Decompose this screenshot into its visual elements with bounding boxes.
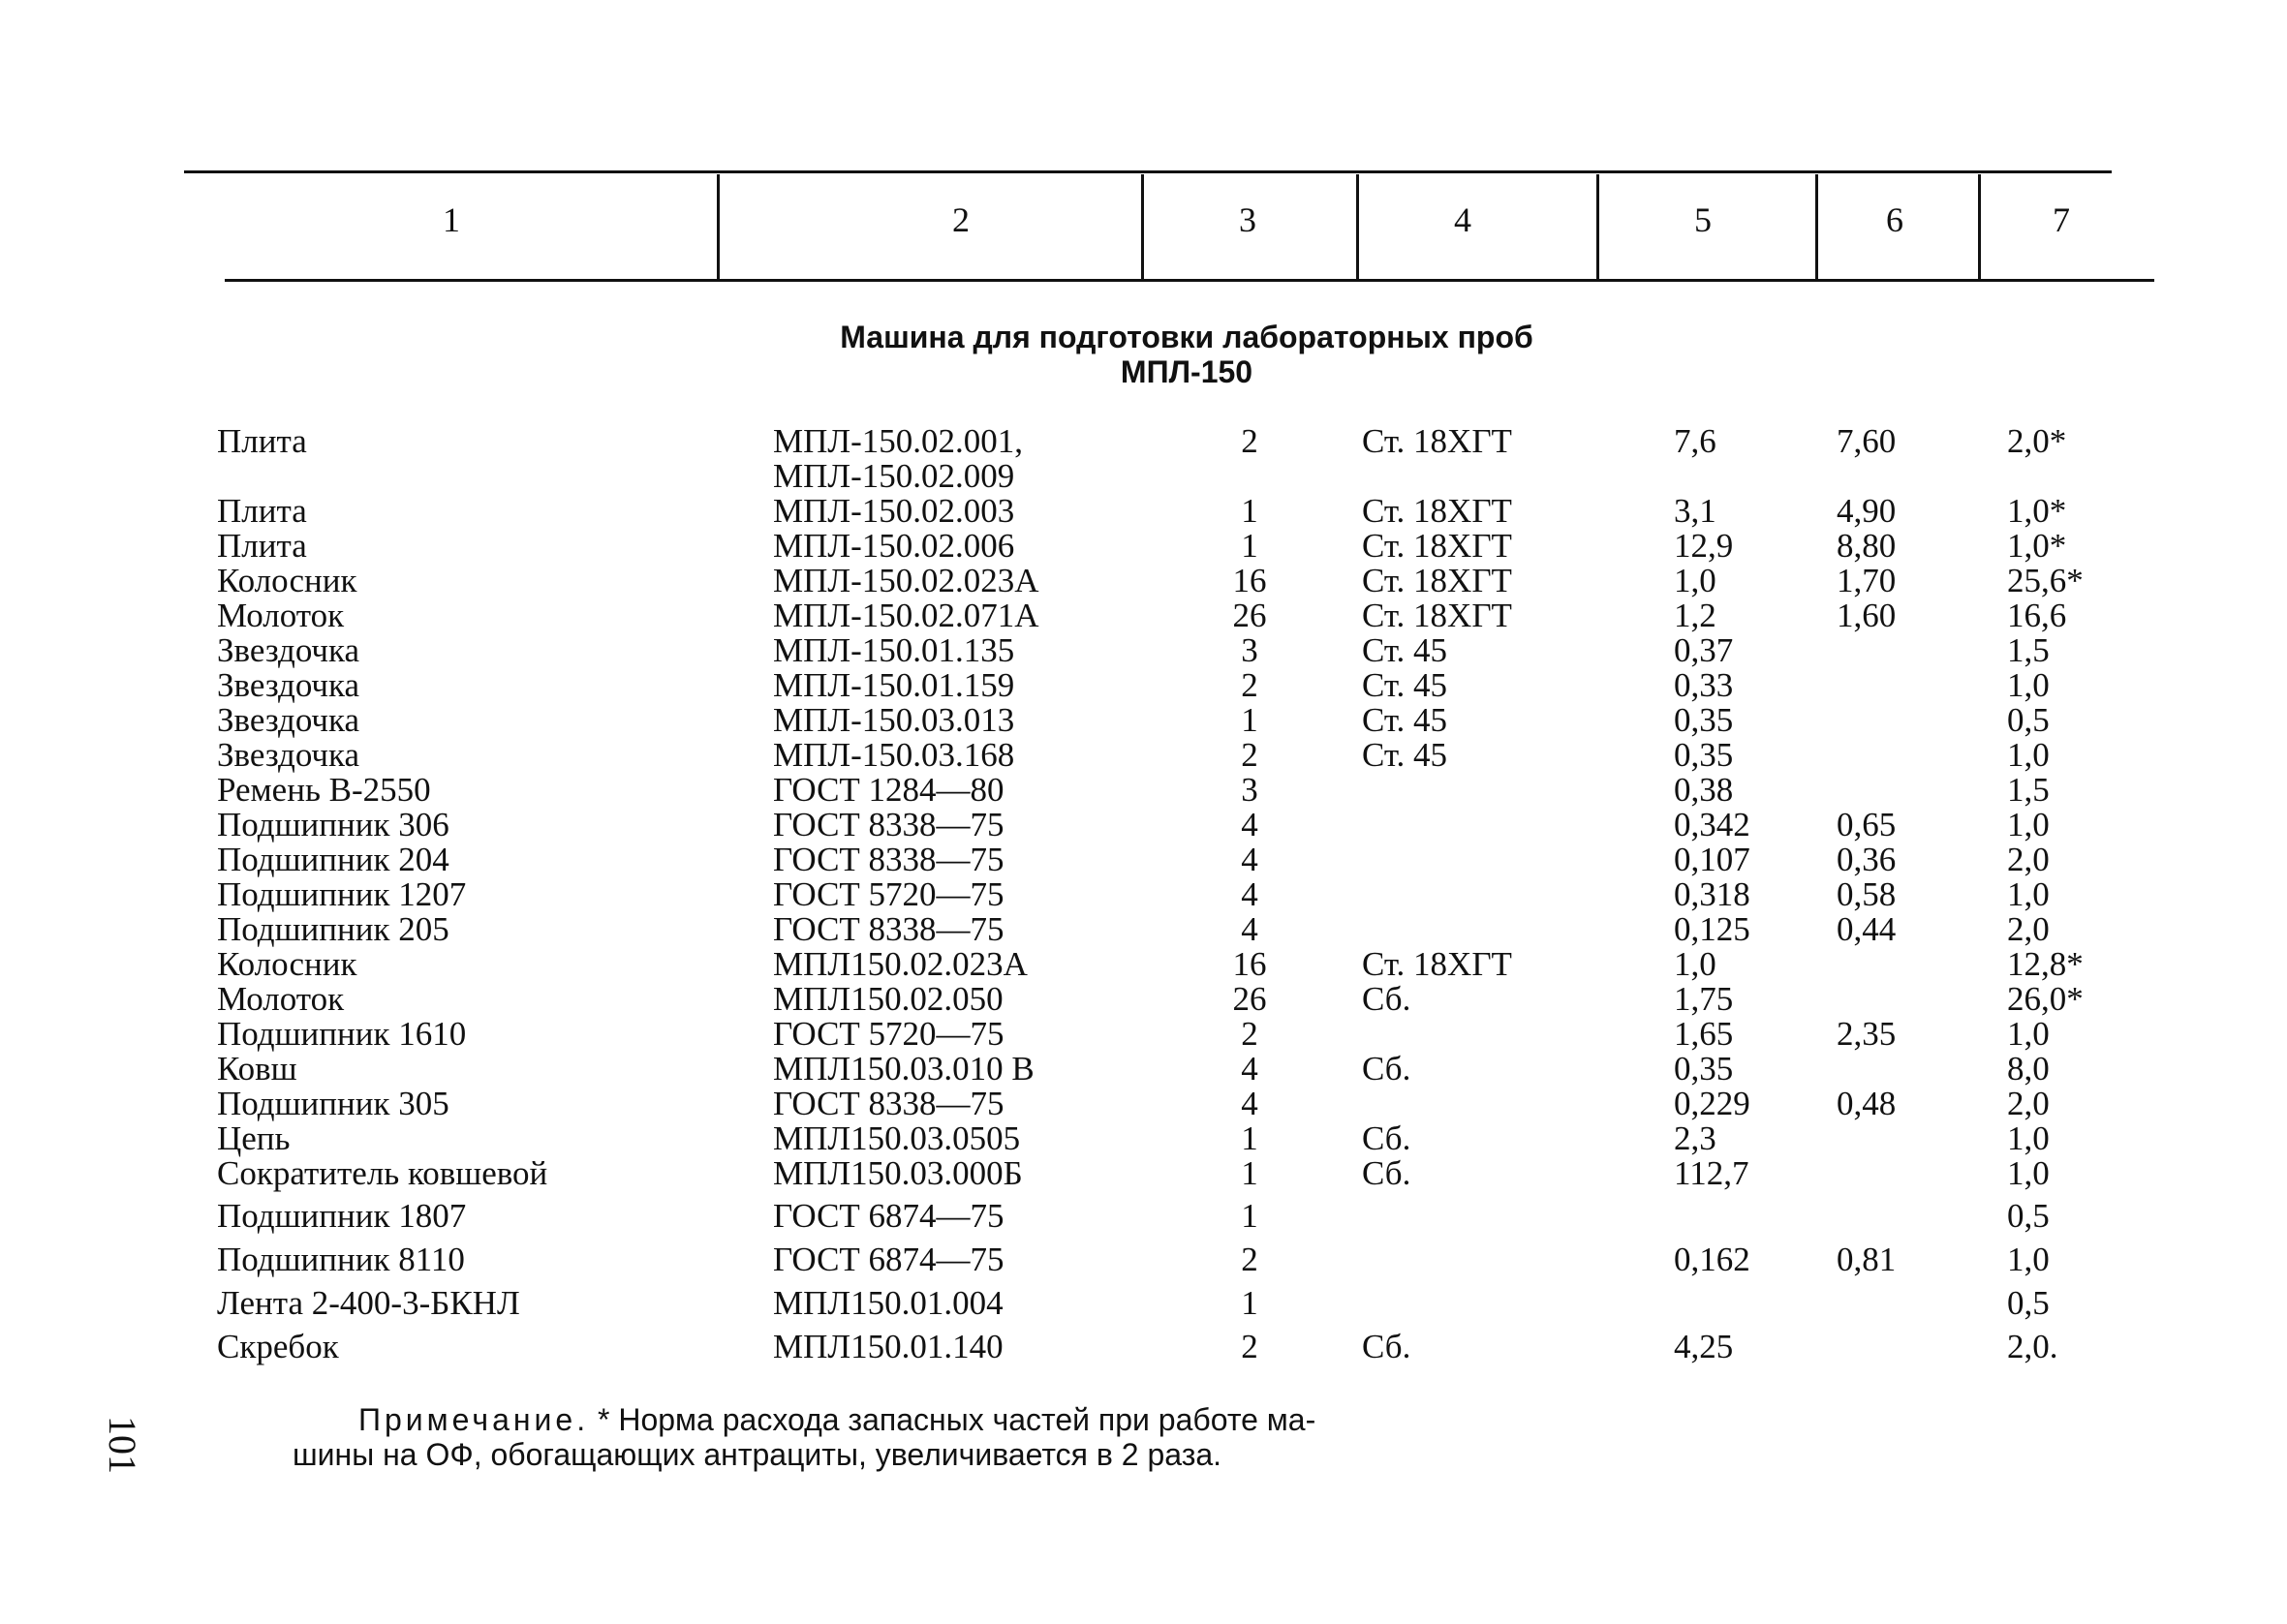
part-designation: ГОСТ 1284—80 [773, 771, 1004, 809]
part-quantity: 4 [1241, 910, 1258, 948]
part-name: Ковш [217, 1050, 297, 1088]
part-material: Ст. 18ХГТ [1362, 597, 1512, 634]
part-column6-value: 1,60 [1837, 597, 1897, 634]
part-designation: МПЛ-150.01.159 [773, 666, 1015, 704]
column-number-7: 7 [2053, 200, 2070, 239]
part-mass: 0,107 [1674, 841, 1750, 878]
part-consumption-norm: 1,0 [2007, 1154, 2050, 1192]
table-row [0, 1087, 2287, 1121]
part-mass: 0,33 [1674, 666, 1734, 704]
part-material: Ст. 45 [1362, 701, 1448, 739]
part-designation: ГОСТ 5720—75 [773, 1015, 1004, 1053]
part-quantity: 2 [1241, 1015, 1258, 1053]
part-column6-value: 0,81 [1837, 1241, 1897, 1278]
column-number-4: 4 [1454, 200, 1471, 239]
part-material: Сб. [1362, 980, 1411, 1018]
part-consumption-norm: 1,5 [2007, 771, 2050, 809]
part-column6-value: 8,80 [1837, 527, 1897, 565]
part-quantity: 2 [1241, 422, 1258, 460]
part-quantity: 1 [1241, 701, 1258, 739]
part-designation: МПЛ150.03.010 В [773, 1050, 1035, 1088]
part-name: Молоток [217, 980, 345, 1018]
part-quantity: 1 [1241, 1119, 1258, 1157]
table-row [0, 877, 2287, 912]
part-mass: 12,9 [1674, 527, 1734, 565]
part-consumption-norm: 1,0 [2007, 1119, 2050, 1157]
part-mass: 1,65 [1674, 1015, 1734, 1053]
part-mass: 0,162 [1674, 1241, 1750, 1278]
part-material: Ст. 18ХГТ [1362, 945, 1512, 983]
part-designation: МПЛ150.01.004 [773, 1284, 1004, 1322]
part-quantity: 3 [1241, 771, 1258, 809]
part-name: Подшипник 205 [217, 910, 449, 948]
part-mass: 1,75 [1674, 980, 1734, 1018]
part-quantity: 26 [1232, 980, 1267, 1018]
part-mass: 1,2 [1674, 597, 1716, 634]
part-designation: МПЛ-150.03.168 [773, 736, 1015, 774]
section-title-line1: Машина для подготовки лабораторных проб [840, 320, 1533, 354]
table-row [0, 703, 2287, 738]
part-designation: ГОСТ 8338—75 [773, 1085, 1004, 1122]
table-row [0, 982, 2287, 1017]
part-consumption-norm: 12,8* [2007, 945, 2084, 983]
part-name: Звездочка [217, 736, 360, 774]
table-row [0, 808, 2287, 843]
part-quantity: 4 [1241, 806, 1258, 843]
part-name: Ремень В-2550 [217, 771, 431, 809]
part-designation: МПЛ-150.01.135 [773, 631, 1015, 669]
part-mass: 1,0 [1674, 562, 1716, 599]
column-divider [1356, 174, 1359, 279]
part-name: Подшипник 306 [217, 806, 449, 843]
footnote-line1 [358, 1402, 1315, 1437]
table-row [0, 738, 2287, 773]
part-designation: МПЛ150.02.050 [773, 980, 1004, 1018]
part-designation: МПЛ-150.02.003 [773, 492, 1015, 530]
part-quantity: 3 [1241, 631, 1258, 669]
part-quantity: 1 [1241, 1197, 1258, 1235]
part-name: Звездочка [217, 666, 360, 704]
part-consumption-norm: 1,0 [2007, 875, 2050, 913]
column-divider [1978, 174, 1981, 279]
part-designation: МПЛ150.02.023А [773, 945, 1028, 983]
part-designation: МПЛ-150.02.009 [773, 457, 1015, 495]
part-consumption-norm: 0,5 [2007, 1197, 2050, 1235]
part-consumption-norm: 16,6 [2007, 597, 2067, 634]
part-designation: МПЛ150.03.0505 [773, 1119, 1021, 1157]
table-row [0, 1017, 2287, 1052]
part-consumption-norm: 1,0* [2007, 527, 2067, 565]
column-number-6: 6 [1886, 200, 1903, 239]
part-name: Подшипник 305 [217, 1085, 449, 1122]
part-mass: 0,229 [1674, 1085, 1750, 1122]
part-material: Сб. [1362, 1154, 1411, 1192]
part-designation: ГОСТ 6874—75 [773, 1241, 1004, 1278]
part-name: Подшипник 8110 [217, 1241, 465, 1278]
part-column6-value: 1,70 [1837, 562, 1897, 599]
part-material: Ст. 18ХГТ [1362, 562, 1512, 599]
part-material: Ст. 45 [1362, 631, 1448, 669]
part-quantity: 4 [1241, 1050, 1258, 1088]
part-designation: МПЛ-150.02.001, [773, 422, 1024, 460]
part-name: Колосник [217, 562, 357, 599]
part-name: Колосник [217, 945, 357, 983]
table-row [0, 1199, 2287, 1234]
table-row [0, 843, 2287, 877]
table-row [0, 1330, 2287, 1364]
table-row [0, 459, 2287, 494]
part-quantity: 4 [1241, 1085, 1258, 1122]
part-name: Плита [217, 492, 307, 530]
part-name: Подшипник 1207 [217, 875, 467, 913]
part-column6-value: 0,48 [1837, 1085, 1897, 1122]
part-name: Молоток [217, 597, 345, 634]
part-quantity: 4 [1241, 841, 1258, 878]
part-consumption-norm: 2,0* [2007, 422, 2067, 460]
part-mass: 1,0 [1674, 945, 1716, 983]
part-column6-value: 7,60 [1837, 422, 1897, 460]
table-row [0, 668, 2287, 703]
part-name: Подшипник 204 [217, 841, 449, 878]
part-mass: 0,342 [1674, 806, 1750, 843]
part-column6-value: 0,65 [1837, 806, 1897, 843]
part-name: Цепь [217, 1119, 291, 1157]
table-header-bottom-rule [225, 279, 2154, 282]
part-mass: 0,125 [1674, 910, 1750, 948]
part-consumption-norm: 2,0. [2007, 1328, 2058, 1365]
part-mass: 3,1 [1674, 492, 1716, 530]
part-name: Плита [217, 422, 307, 460]
column-number-5: 5 [1694, 200, 1712, 239]
part-designation: ГОСТ 8338—75 [773, 841, 1004, 878]
part-column6-value: 0,58 [1837, 875, 1897, 913]
part-quantity: 1 [1241, 492, 1258, 530]
table-row [0, 1156, 2287, 1191]
part-consumption-norm: 26,0* [2007, 980, 2084, 1018]
part-consumption-norm: 8,0 [2007, 1050, 2050, 1088]
part-consumption-norm: 0,5 [2007, 1284, 2050, 1322]
part-designation: МПЛ150.03.000Б [773, 1154, 1023, 1192]
part-quantity: 26 [1232, 597, 1267, 634]
part-name: Звездочка [217, 701, 360, 739]
table-row [0, 598, 2287, 633]
part-designation: МПЛ-150.02.023А [773, 562, 1039, 599]
table-row [0, 1242, 2287, 1277]
part-consumption-norm: 1,0 [2007, 736, 2050, 774]
column-number-1: 1 [443, 200, 460, 239]
part-column6-value: 4,90 [1837, 492, 1897, 530]
part-consumption-norm: 2,0 [2007, 841, 2050, 878]
part-material: Сб. [1362, 1119, 1411, 1157]
table-row [0, 424, 2287, 459]
part-designation: МПЛ-150.02.006 [773, 527, 1015, 565]
table-row [0, 912, 2287, 947]
part-quantity: 16 [1232, 945, 1267, 983]
part-consumption-norm: 1,0* [2007, 492, 2067, 530]
part-consumption-norm: 1,0 [2007, 666, 2050, 704]
table-row [0, 1052, 2287, 1087]
table-row [0, 564, 2287, 598]
part-designation: ГОСТ 5720—75 [773, 875, 1004, 913]
page-number: 101 [101, 1416, 144, 1474]
part-material: Ст. 45 [1362, 666, 1448, 704]
part-designation: МПЛ-150.02.071А [773, 597, 1039, 634]
part-quantity: 4 [1241, 875, 1258, 913]
part-quantity: 1 [1241, 527, 1258, 565]
part-material: Сб. [1362, 1328, 1411, 1365]
part-designation: ГОСТ 8338—75 [773, 806, 1004, 843]
part-mass: 0,35 [1674, 701, 1734, 739]
column-divider [1596, 174, 1599, 279]
part-column6-value: 0,44 [1837, 910, 1897, 948]
part-column6-value: 2,35 [1837, 1015, 1897, 1053]
table-row [0, 633, 2287, 668]
part-quantity: 2 [1241, 1328, 1258, 1365]
part-consumption-norm: 2,0 [2007, 910, 2050, 948]
part-mass: 0,35 [1674, 1050, 1734, 1088]
part-quantity: 2 [1241, 666, 1258, 704]
part-mass: 0,318 [1674, 875, 1750, 913]
part-consumption-norm: 25,6* [2007, 562, 2084, 599]
part-quantity: 16 [1232, 562, 1267, 599]
part-consumption-norm: 1,0 [2007, 1241, 2050, 1278]
part-name: Сократитель ковшевой [217, 1154, 548, 1192]
column-divider [1815, 174, 1818, 279]
part-quantity: 1 [1241, 1284, 1258, 1322]
part-designation: МПЛ150.01.140 [773, 1328, 1004, 1365]
part-material: Ст. 45 [1362, 736, 1448, 774]
part-material: Ст. 18ХГТ [1362, 422, 1512, 460]
part-consumption-norm: 0,5 [2007, 701, 2050, 739]
part-material: Ст. 18ХГТ [1362, 492, 1512, 530]
column-divider [717, 174, 720, 279]
part-material: Сб. [1362, 1050, 1411, 1088]
table-row [0, 529, 2287, 564]
part-consumption-norm: 2,0 [2007, 1085, 2050, 1122]
part-name: Плита [217, 527, 307, 565]
part-column6-value: 0,36 [1837, 841, 1897, 878]
table-row [0, 773, 2287, 808]
part-consumption-norm: 1,0 [2007, 806, 2050, 843]
table-row [0, 494, 2287, 529]
column-divider [1141, 174, 1144, 279]
table-row [0, 1121, 2287, 1156]
part-name: Скребок [217, 1328, 339, 1365]
part-name: Подшипник 1610 [217, 1015, 467, 1053]
part-material: Ст. 18ХГТ [1362, 527, 1512, 565]
part-quantity: 1 [1241, 1154, 1258, 1192]
part-quantity: 2 [1241, 736, 1258, 774]
table-row [0, 947, 2287, 982]
part-consumption-norm: 1,5 [2007, 631, 2050, 669]
table-row [0, 1286, 2287, 1321]
part-designation: МПЛ-150.03.013 [773, 701, 1015, 739]
part-name: Подшипник 1807 [217, 1197, 467, 1235]
column-number-2: 2 [952, 200, 970, 239]
part-name: Лента 2-400-3-БКНЛ [217, 1284, 520, 1322]
part-mass: 7,6 [1674, 422, 1716, 460]
part-mass: 0,38 [1674, 771, 1734, 809]
part-quantity: 2 [1241, 1241, 1258, 1278]
footnote-line2: шины на ОФ, обогащающих антрациты, увеличивается в 2 раза. [293, 1437, 1222, 1472]
part-mass: 112,7 [1674, 1154, 1749, 1192]
part-mass: 0,35 [1674, 736, 1734, 774]
part-mass: 4,25 [1674, 1328, 1734, 1365]
part-consumption-norm: 1,0 [2007, 1015, 2050, 1053]
footnote-label: Примечание. [358, 1402, 590, 1437]
footnote-text-line1: * Норма расхода запасных частей при работе ма- [598, 1402, 1316, 1437]
part-mass: 2,3 [1674, 1119, 1716, 1157]
table-header-top-rule [184, 170, 2112, 173]
part-designation: ГОСТ 8338—75 [773, 910, 1004, 948]
column-number-3: 3 [1239, 200, 1256, 239]
part-name: Звездочка [217, 631, 360, 669]
part-mass: 0,37 [1674, 631, 1734, 669]
part-designation: ГОСТ 6874—75 [773, 1197, 1004, 1235]
section-title-line2: МПЛ-150 [1120, 354, 1253, 389]
